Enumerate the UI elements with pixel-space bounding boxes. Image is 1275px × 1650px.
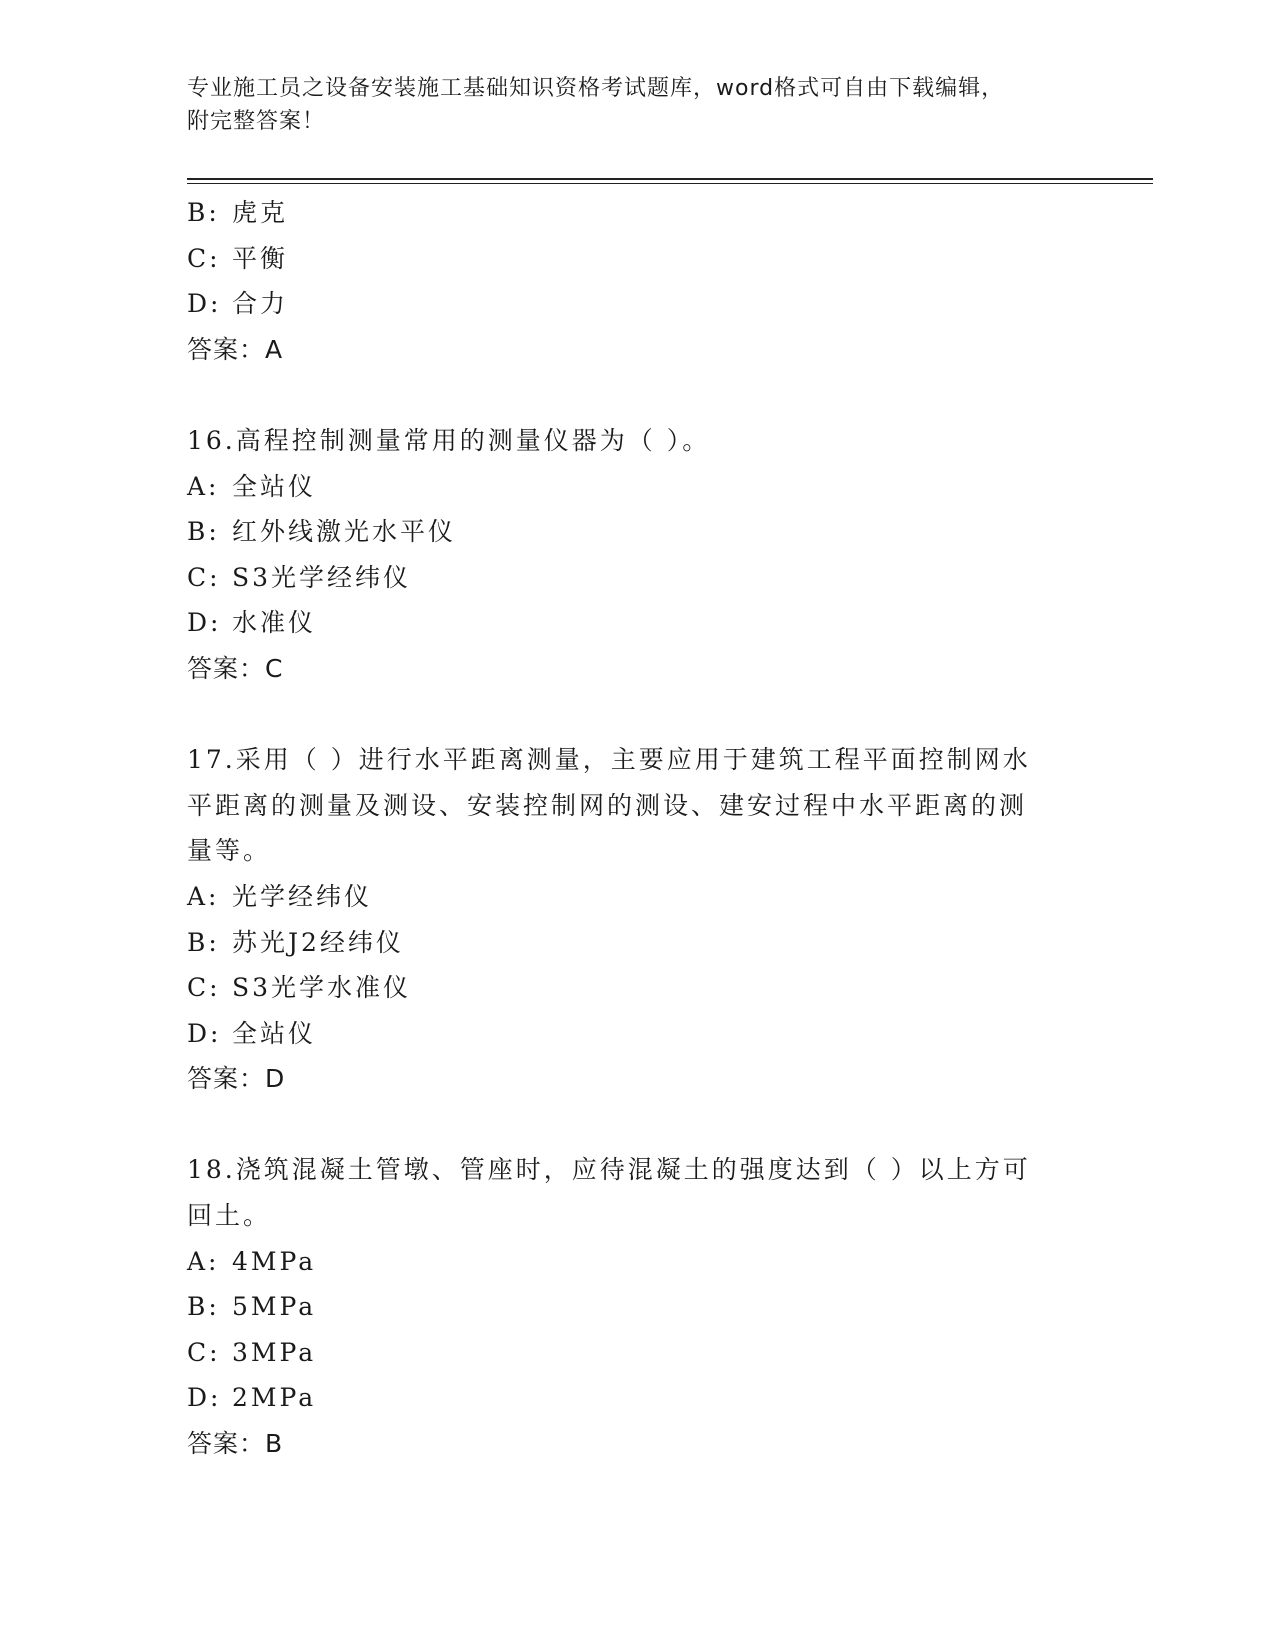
question-text: 16.高程控制测量常用的测量仪器为（ ）。 <box>187 425 711 455</box>
option-b: B: 虎克 <box>187 198 289 227</box>
answer-line: 答案：B <box>187 1429 284 1459</box>
option-b: B: 红外线激光水平仪 <box>187 517 457 547</box>
option-b: B: 5MPa <box>187 1292 317 1322</box>
header-divider-thin <box>187 183 1153 184</box>
option-d: D: 水准仪 <box>187 608 317 638</box>
option-d: D: 全站仪 <box>187 1018 317 1048</box>
question-text-line-2: 平距离的测量及测设、安装控制网的测设、建安过程中水平距离的测 <box>187 790 1028 820</box>
document-header <box>187 72 1067 138</box>
question-text-line-2: 回土。 <box>187 1201 272 1231</box>
option-b: B: 苏光J2经纬仪 <box>187 927 404 957</box>
answer-line: 答案：D <box>187 1064 286 1094</box>
header-line-2: 附完整答案！ <box>187 109 326 134</box>
option-d: D: 2MPa <box>187 1383 317 1413</box>
option-a: A: 光学经纬仪 <box>187 881 373 911</box>
question-text-line-3: 量等。 <box>187 836 272 866</box>
question-text-line-1: 18.浇筑混凝土管墩、管座时，应待混凝土的强度达到（ ）以上方可 <box>187 1155 1031 1185</box>
question-text-line-1: 17.采用（ ）进行水平距离测量，主要应用于建筑工程平面控制网水 <box>187 745 1031 775</box>
option-a: A: 4MPa <box>187 1246 317 1276</box>
answer-line: 答案：C <box>187 653 284 683</box>
option-a: A: 全站仪 <box>187 471 317 501</box>
header-line-1: 专业施工员之设备安装施工基础知识资格考试题库，word格式可自由下载编辑， <box>187 76 1005 101</box>
option-c: C: 3MPa <box>187 1337 317 1367</box>
question-17 <box>187 737 1067 1102</box>
option-c: C: S3光学水准仪 <box>187 973 412 1003</box>
header-divider-thick <box>187 178 1153 180</box>
question-18 <box>187 1147 1067 1466</box>
question-block-carryover <box>187 190 1067 372</box>
option-d: D: 合力 <box>187 289 289 319</box>
question-content <box>187 190 1067 1467</box>
answer-line: 答案：A <box>187 334 284 364</box>
option-c: C: 平衡 <box>187 243 289 273</box>
question-16 <box>187 418 1067 692</box>
option-c: C: S3光学经纬仪 <box>187 562 412 592</box>
